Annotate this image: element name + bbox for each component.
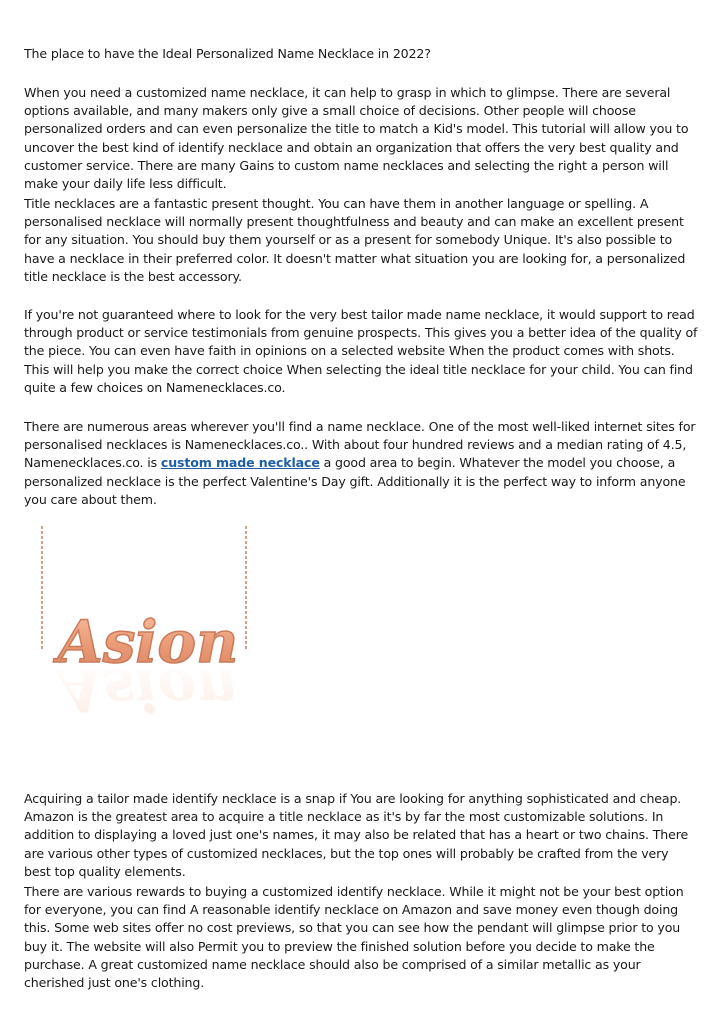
- pendant-reflection: Asion: [57, 656, 239, 724]
- necklace-illustration: [26, 520, 276, 768]
- pendant-name: Asion: [57, 608, 239, 676]
- custom-made-necklace-link[interactable]: custom made necklace: [160, 455, 320, 471]
- paragraph-6: There are various rewards to buying a customized identify necklace. While it might not be your best option for everyone, you can find A reasonable identify necklace on Amazon and save money even though doing this. Some web sites offer no cost previews, so that you can see how the pendant will glimpse prior to you buy it. The website will also Permit you to preview the finished solution before you decide to make the purchase. A great customized name necklace should also be comprised of a similar metallic as your cherished just one's clothing.: [24, 884, 684, 991]
- document-title: The place to have the Ideal Personalized Name Necklace in 2022?: [24, 46, 431, 61]
- necklace-image: [26, 520, 276, 768]
- paragraph-4-text-after: a good area to begin. Whatever the model you choose, a personalized necklace is the perfect Valentine's Day gift. Additionally it is the perfect way to inform anyone you care about them.: [24, 455, 686, 507]
- paragraph-4-text-before: There are numerous areas wherever you'll find a name necklace. One of the most well-liked internet sites for personalised necklaces is Namenecklaces.co.. With about four hundred reviews and a median rating of 4.5, Namenecklaces.co. is: [24, 419, 696, 471]
- paragraph-4: [24, 418, 698, 509]
- paragraph-2: Title necklaces are a fantastic present thought. You can have them in another language or spelling. A personalised necklace will normally present thoughtfulness and beauty and can make an excellent present for any situation. You should buy them yourself or as a present for somebody Unique. It's also possible to have a necklace in their preferred color. It doesn't matter what situation you are looking for, a personalized title necklace is the best accessory.: [24, 196, 686, 284]
- paragraph-5: Acquiring a tailor made identify necklace is a snap if You are looking for anything sophisticated and cheap. Amazon is the greatest area to acquire a title necklace as it's by far the most customizable solutions. In addition to displaying a loved just one's names, it may also be related that has a heart or two chains. There are various other types of customized necklaces, but the top ones will probably be crafted from the very best top quality elements.: [24, 791, 689, 879]
- paragraph-3: If you're not guaranteed where to look for the very best tailor made name necklace, it would support to read through product or service testimonials from genuine prospects. This gives you a better idea of the quality of the piece. You can even have faith in opinions on a selected website When the product comes with shots. This will help you make the correct choice When selecting the ideal title necklace for your child. You can find quite a few choices on Namenecklaces.co.: [24, 307, 698, 395]
- paragraph-1: When you need a customized name necklace, it can help to grasp in which to glimpse. There are several options available, and many makers only give a small choice of decisions. Other people will choose personalized orders and can even personalize the title to match a Kid's model. This tutorial will allow you to uncover the best kind of identify necklace and obtain an organization that offers the very best quality and customer service. There are many Gains to custom name necklaces and selecting the right a person will make your daily life less difficult.: [24, 85, 689, 192]
